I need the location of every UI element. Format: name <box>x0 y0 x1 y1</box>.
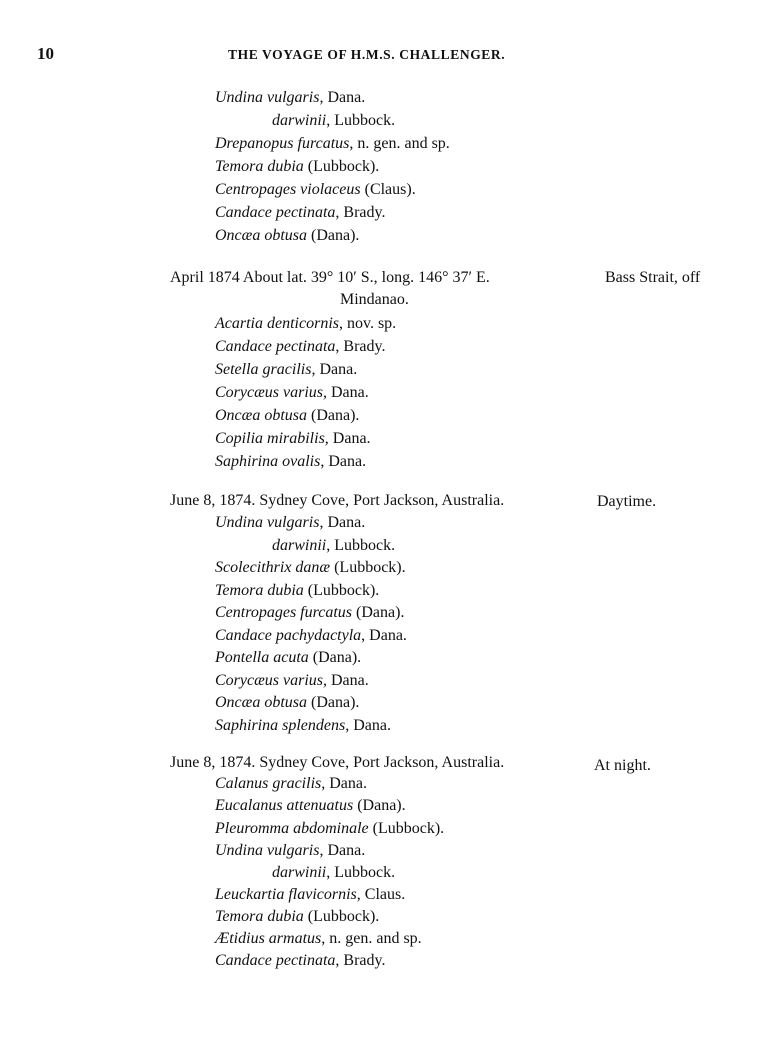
list-item: Oncæa obtusa (Dana). <box>215 227 360 244</box>
list-item: Undina vulgaris, Dana. <box>215 514 366 531</box>
station-heading: April 1874 About lat. 39° 10′ S., long. 146° 37′ E. <box>170 269 490 286</box>
station-heading: June 8, 1874. Sydney Cove, Port Jackson, Australia. <box>170 492 505 509</box>
list-item: Saphirina ovalis, Dana. <box>215 453 367 470</box>
list-item: Undina vulgaris, Dana. <box>215 842 366 859</box>
list-item: Scolecithrix danæ (Lubbock). <box>215 559 406 576</box>
list-item: Corycæus varius, Dana. <box>215 672 369 689</box>
list-item: Candace pachydactyla, Dana. <box>215 627 407 644</box>
list-item: Leuckartia flavicornis, Claus. <box>215 886 406 903</box>
list-item: Copilia mirabilis, Dana. <box>215 430 371 447</box>
list-item: Centropages furcatus (Dana). <box>215 604 405 621</box>
station-note: Bass Strait, off <box>605 269 701 286</box>
list-item: Saphirina splendens, Dana. <box>215 717 391 734</box>
list-item: Candace pectinata, Brady. <box>215 338 386 355</box>
list-item: Corycæus varius, Dana. <box>215 384 369 401</box>
station-heading-continued: Mindanao. <box>340 291 409 308</box>
list-item: darwinii, Lubbock. <box>272 537 396 554</box>
list-item: Drepanopus furcatus, n. gen. and sp. <box>215 135 450 152</box>
list-item: Eucalanus attenuatus (Dana). <box>215 797 406 814</box>
list-item: Candace pectinata, Brady. <box>215 204 386 221</box>
list-item: Acartia denticornis, nov. sp. <box>215 315 397 332</box>
list-item: Pontella acuta (Dana). <box>215 649 362 666</box>
list-item: Candace pectinata, Brady. <box>215 952 386 969</box>
running-title: THE VOYAGE OF H.M.S. CHALLENGER. <box>228 47 506 62</box>
station-heading: June 8, 1874. Sydney Cove, Port Jackson, Australia. <box>170 754 505 771</box>
list-item: Oncæa obtusa (Dana). <box>215 694 360 711</box>
page-number: 10 <box>37 44 54 63</box>
list-item: Pleuromma abdominale (Lubbock). <box>215 820 445 837</box>
list-item: Temora dubia (Lubbock). <box>215 158 380 175</box>
list-item: Setella gracilis, Dana. <box>215 361 358 378</box>
list-item: Centropages violaceus (Claus). <box>215 181 416 198</box>
list-item: Ætidius armatus, n. gen. and sp. <box>215 930 422 947</box>
list-item: Calanus gracilis, Dana. <box>215 775 367 792</box>
list-item: darwinii, Lubbock. <box>272 112 396 129</box>
list-item: Temora dubia (Lubbock). <box>215 582 380 599</box>
station-note: At night. <box>594 757 651 774</box>
station-note: Daytime. <box>597 493 657 510</box>
list-item: Temora dubia (Lubbock). <box>215 908 380 925</box>
list-item: darwinii, Lubbock. <box>272 864 396 881</box>
list-item: Undina vulgaris, Dana. <box>215 89 366 106</box>
list-item: Oncæa obtusa (Dana). <box>215 407 360 424</box>
